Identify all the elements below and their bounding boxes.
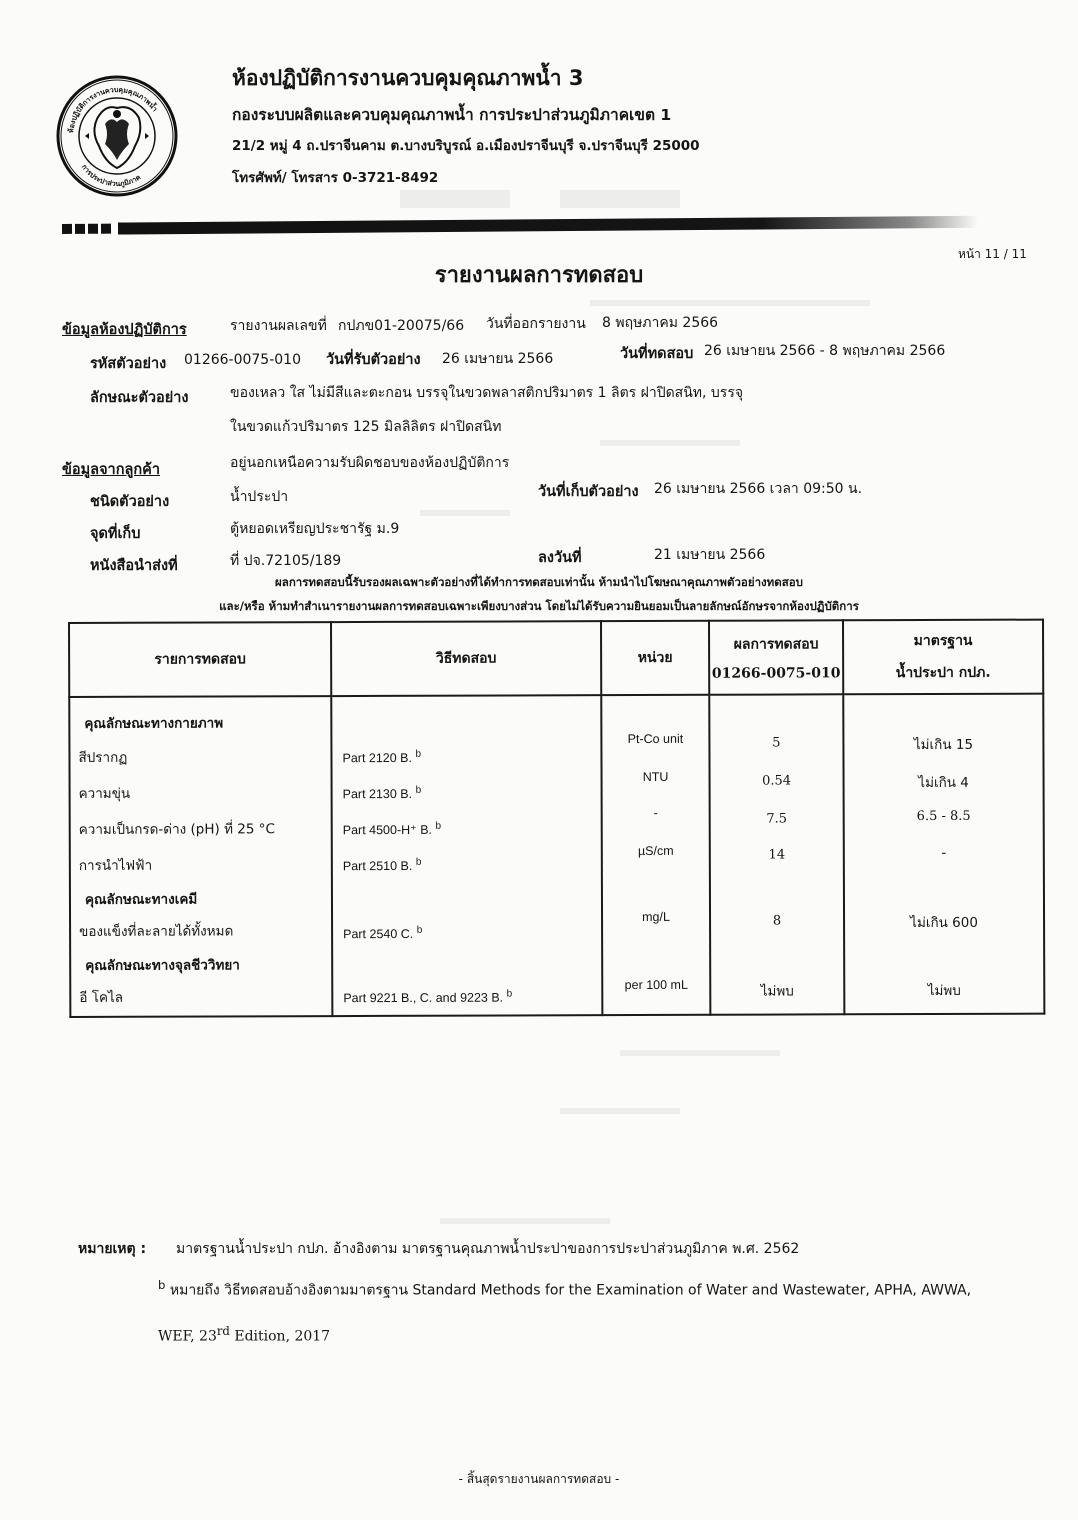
collected: 26 เมษายน 2566 เวลา 09:50 น. xyxy=(654,481,863,497)
row-item: การนำไฟฟ้า xyxy=(78,857,153,874)
report-no: กปภข01-20075/66 xyxy=(338,318,465,334)
remarks-line-3: WEF, 23rd Edition, 2017 xyxy=(158,1324,331,1345)
sample-code-label: รหัสตัวอย่าง xyxy=(90,356,167,372)
row-result: 0.54 xyxy=(762,773,792,789)
row-unit: per 100 mL xyxy=(624,977,688,993)
dated: 21 เมษายน 2566 xyxy=(654,547,766,563)
test-date: 26 เมษายน 2566 - 8 พฤษภาคม 2566 xyxy=(704,343,946,359)
customer-info-label: ข้อมูลจากลูกค้า xyxy=(62,462,160,478)
notice-line-2: และ/หรือ ห้ามทำสำเนารายงานผลการทดสอบเฉพาะเพียงบางส่วน โดยไม่ได้รับความยินยอมเป็นลายลักษณ์อักษรจากห้องปฏิบัติการ xyxy=(219,599,859,613)
remarks-sup: b xyxy=(158,1278,166,1292)
header-standard: มาตรฐาน น้ำประปา กปภ. xyxy=(843,620,1043,695)
page-number: หน้า 11 / 11 xyxy=(958,247,1027,261)
row-method: Part 4500-H⁺ B. $^b$ xyxy=(342,820,442,838)
letter-label: หนังสือนำส่งที่ xyxy=(90,558,178,574)
lab-seal-logo xyxy=(55,74,179,198)
row-standard: 6.5 - 8.5 xyxy=(916,808,971,825)
row-item: ความขุ่น xyxy=(78,785,131,802)
notice-line-1: ผลการทดสอบนี้รับรองผลเฉพาะตัวอย่างที่ได้ทำการทดสอบเท่านั้น ห้ามนำไปโฆษณาคุณภาพตัวอย่างทดสอบ xyxy=(275,575,803,589)
header-item: รายการทดสอบ xyxy=(69,622,331,697)
test-date-label: วันที่ทดสอบ xyxy=(620,346,694,362)
row-unit: Pt-Co unit xyxy=(627,731,684,747)
received-label: วันที่รับตัวอย่าง xyxy=(326,352,421,368)
header-method: วิธีทดสอบ xyxy=(331,621,601,696)
row-method: Part 2510 B. $^b$ xyxy=(342,856,422,874)
report-title: รายงานผลการทดสอบ xyxy=(434,263,644,288)
sample-code: 01266-0075-010 xyxy=(184,352,301,368)
results-table xyxy=(68,619,1045,1018)
group-microbio: คุณลักษณะทางจุลชีววิทยา xyxy=(85,957,240,974)
unit-column xyxy=(601,695,710,1015)
row-standard: ไม่เกิน 600 xyxy=(910,914,978,932)
remarks-label: หมายเหตุ : xyxy=(78,1241,147,1257)
received-date: 26 เมษายน 2566 xyxy=(442,351,554,367)
customer-info-note: อยู่นอกเหนือความรับผิดชอบของห้องปฏิบัติการ xyxy=(230,455,510,471)
row-item: อี โคไล xyxy=(79,989,124,1006)
standard-column xyxy=(843,694,1044,1015)
row-standard: ไม่เกิน 4 xyxy=(918,774,969,792)
group-chemical: คุณลักษณะทางเคมี xyxy=(84,891,198,908)
lab-address: 21/2 หมู่ 4 ถ.ปราจีนคาม ต.บางบริบูรณ์ อ.เมืองปราจีนบุรี จ.ปราจีนบุรี 25000 xyxy=(232,138,700,154)
group-physical: คุณลักษณะทางกายภาพ xyxy=(84,715,224,732)
letter-no: ที่ ปจ.72105/189 xyxy=(230,553,342,569)
table-body-row xyxy=(69,694,1044,1017)
row-unit: NTU xyxy=(642,769,669,784)
row-unit: µS/cm xyxy=(637,843,674,859)
appearance-label: ลักษณะตัวอย่าง xyxy=(90,390,189,406)
appearance-line-2: ในขวดแก้วปริมาตร 125 มิลลิลิตร ฝาปิดสนิท xyxy=(230,419,502,435)
item-column xyxy=(69,696,332,1017)
row-standard: - xyxy=(941,844,947,861)
collected-label: วันที่เก็บตัวอย่าง xyxy=(538,484,639,500)
row-result: 14 xyxy=(768,847,786,863)
location-label: จุดที่เก็บ xyxy=(90,526,141,542)
lab-phone: โทรศัพท์/ โทรสาร 0-3721-8492 xyxy=(232,170,439,186)
result-column xyxy=(709,694,844,1014)
header-divider xyxy=(62,213,1002,236)
row-unit: mg/L xyxy=(642,909,670,924)
row-method: Part 2120 B. $^b$ xyxy=(342,748,422,766)
row-result: ไม่พบ xyxy=(760,983,794,1000)
method-column xyxy=(331,695,602,1016)
dated-label: ลงวันที่ xyxy=(538,550,582,566)
location: ตู้หยอดเหรียญประชารัฐ ม.9 xyxy=(230,521,400,537)
remarks-line-2: $^b$ หมายถึง วิธีทดสอบอ้างอิงตามมาตรฐาน Standard Methods for the Examination of Water and Wastewater, APHA, AWWA, xyxy=(158,1278,972,1299)
lab-name: ห้องปฏิบัติการงานควบคุมคุณภาพน้ำ 3 xyxy=(232,66,584,90)
row-method: Part 9221 B., C. and 9223 B. $^b$ xyxy=(343,988,513,1006)
remarks-line-1: มาตรฐานน้ำประปา กปภ. อ้างอิงตาม มาตรฐานคุณภาพน้ำประปาของการประปาส่วนภูมิภาค พ.ศ. 2562 xyxy=(176,1241,800,1257)
appearance-line-1: ของเหลว ใส ไม่มีสีและตะกอน บรรจุในขวดพลาสติกปริมาตร 1 ลิตร ฝาปิดสนิท, บรรจุ xyxy=(230,385,744,401)
report-no-label: รายงานผลเลขที่ xyxy=(230,318,327,334)
row-standard: ไม่เกิน 15 xyxy=(913,736,974,754)
row-standard: ไม่พบ xyxy=(927,982,961,1000)
issue-date: 8 พฤษภาคม 2566 xyxy=(602,315,719,331)
table-header-row xyxy=(69,620,1043,697)
row-result: 8 xyxy=(772,913,782,929)
sample-type: น้ำประปา xyxy=(230,489,289,505)
header-unit: หน่วย xyxy=(601,621,709,695)
row-item: ความเป็นกรด-ด่าง (pH) ที่ 25 °C xyxy=(78,821,275,838)
svg-text:ห้องปฏิบัติการงานควบคุมคุณภาพน: ห้องปฏิบัติการงานควบคุมคุณภาพน้ำ xyxy=(67,85,159,134)
end-of-report: - สิ้นสุดรายงานผลการทดสอบ - xyxy=(458,1472,620,1486)
row-method: Part 2540 C. $^b$ xyxy=(343,924,423,942)
row-result: 5 xyxy=(772,735,781,751)
row-unit: - xyxy=(653,805,658,820)
svg-text:การประปาส่วนภูมิภาค: การประปาส่วนภูมิภาค xyxy=(79,163,143,189)
header-result: ผลการทดสอบ 01266-0075-010 xyxy=(709,620,843,694)
row-result: 7.5 xyxy=(766,811,788,827)
sample-type-label: ชนิดตัวอย่าง xyxy=(90,494,170,510)
row-item: ของแข็งที่ละลายได้ทั้งหมด xyxy=(79,923,234,940)
row-method: Part 2130 B. $^b$ xyxy=(342,784,422,802)
lab-info-label: ข้อมูลห้องปฏิบัติการ xyxy=(62,322,187,338)
row-item: สีปรากฏ xyxy=(78,749,128,766)
issue-date-label: วันที่ออกรายงาน xyxy=(486,316,586,332)
division-name: กองระบบผลิตและควบคุมคุณภาพน้ำ การประปาส่วนภูมิภาคเขต 1 xyxy=(232,106,672,124)
